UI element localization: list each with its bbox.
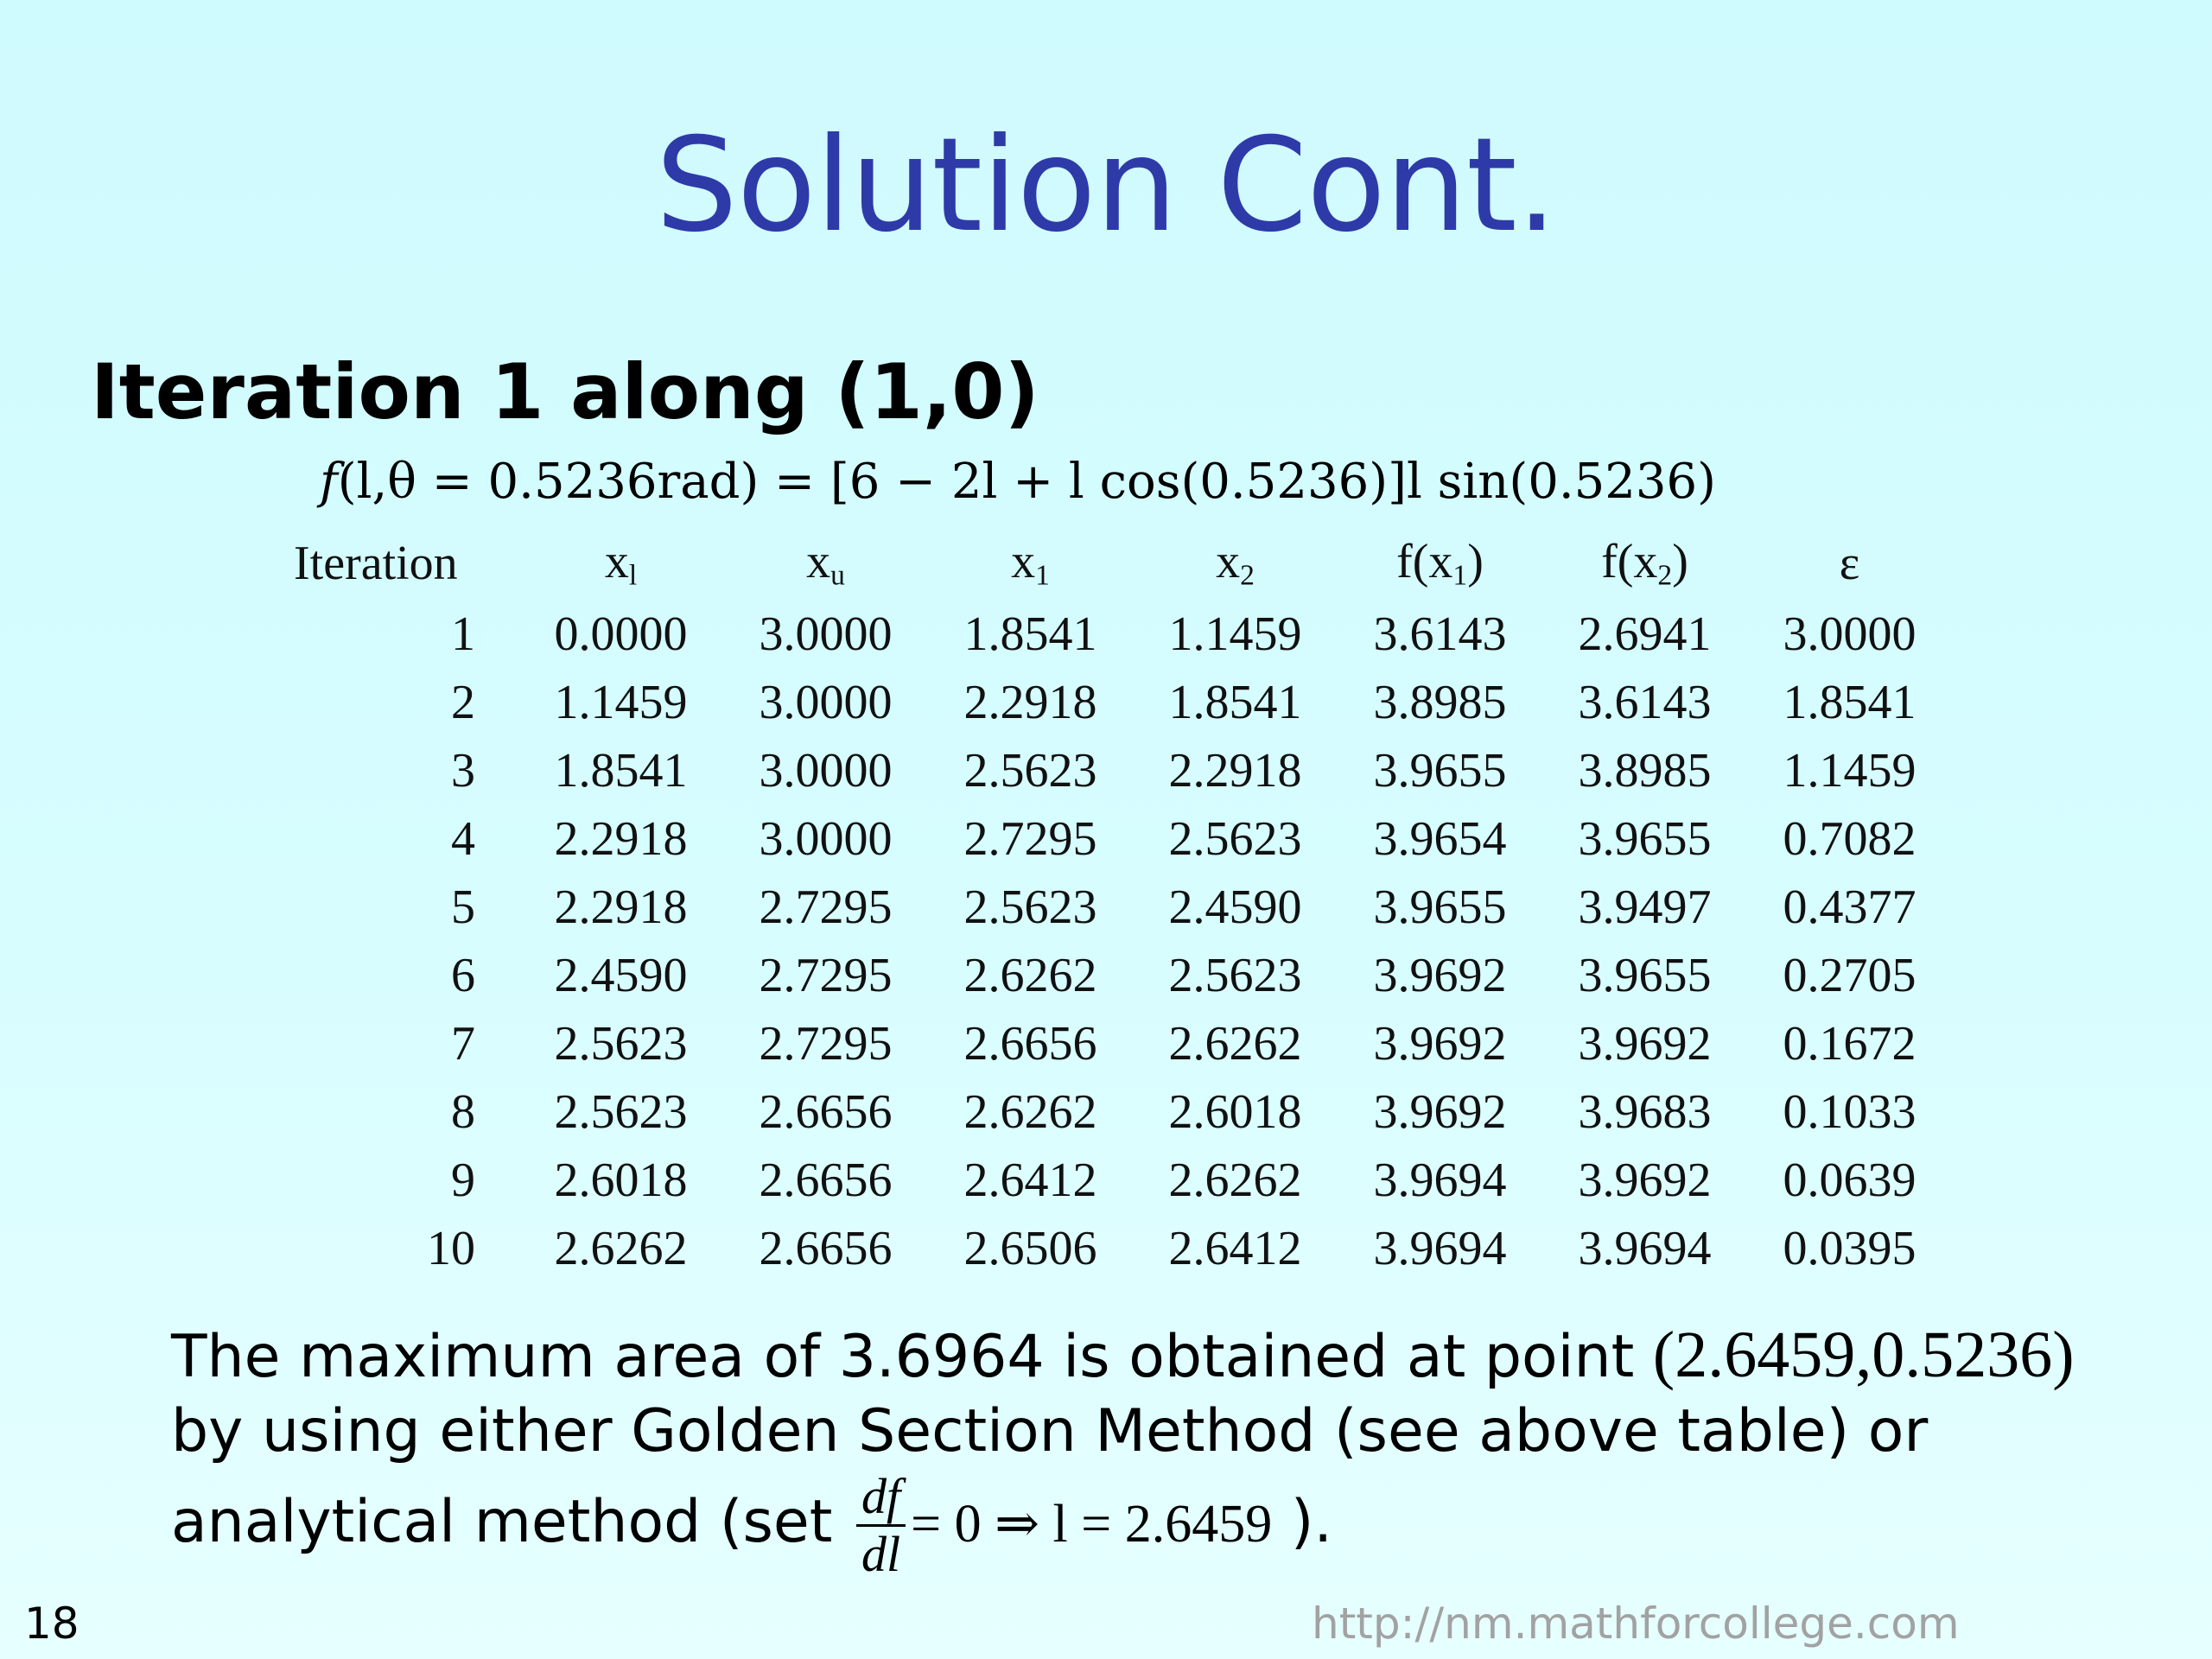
table-row	[294, 668, 1952, 736]
table-cell: 3.9692	[1373, 1084, 1507, 1139]
cell-iteration: 5	[451, 880, 475, 934]
derivative-equation: = 0 ⇒ l = 2.6459	[911, 1495, 1273, 1554]
slide-title: Solution Cont.	[655, 111, 1557, 261]
table-cell: 2.4590	[1168, 880, 1302, 934]
table-header-row	[294, 527, 1952, 600]
cell-iteration: 2	[451, 675, 475, 729]
table-cell: 2.6262	[963, 948, 1097, 1002]
table-cell: 2.6656	[759, 1084, 893, 1139]
table-cell: 2.6656	[963, 1016, 1097, 1071]
header-fx2: $f(x_2)$	[1601, 535, 1688, 592]
table-cell: 2.2918	[963, 675, 1097, 729]
table-cell: 2.6262	[963, 1084, 1097, 1139]
table-row	[294, 1009, 1952, 1077]
table-cell: 2.6412	[963, 1153, 1097, 1207]
cell-iteration: 7	[451, 1016, 475, 1071]
header-epsilon: ε	[1839, 537, 1860, 590]
iteration-heading: Iteration 1 along (1,0)	[91, 347, 1039, 436]
header-xu: $x_u$	[806, 535, 845, 592]
footer-url[interactable]: http://nm.mathforcollege.com	[1312, 1599, 1960, 1649]
table-cell: 3.9694	[1578, 1221, 1712, 1275]
table-cell: 2.7295	[759, 948, 893, 1002]
table-cell: 3.0000	[759, 743, 893, 798]
table-cell: 1.8541	[1168, 675, 1302, 729]
table-cell: 2.6262	[1168, 1153, 1302, 1207]
table-cell: 0.7082	[1783, 811, 1916, 866]
table-cell: 2.2918	[1168, 743, 1302, 798]
table-cell: 2.7295	[963, 811, 1097, 866]
cell-iteration: 10	[427, 1221, 475, 1275]
table-cell: 3.9692	[1578, 1153, 1712, 1207]
derivative-fraction: $\frac{df}{dl}$	[856, 1469, 906, 1582]
header-fx1: $f(x_1)$	[1396, 535, 1484, 592]
table-cell: 0.1033	[1783, 1084, 1916, 1139]
table-cell: 3.9694	[1373, 1221, 1507, 1275]
table-body	[294, 600, 1952, 1282]
table-cell: 3.0000	[759, 675, 893, 729]
table-cell: 2.6941	[1578, 607, 1712, 661]
table-cell: 2.4590	[554, 948, 688, 1002]
table-cell: 2.6656	[759, 1153, 893, 1207]
table-row	[294, 1214, 1952, 1282]
table-cell: 1.8541	[1783, 675, 1916, 729]
table-cell: 0.0639	[1783, 1153, 1916, 1207]
golden-section-table	[294, 527, 1952, 1282]
formula-rhs: = [6 − 2l + l cos(0.5236)]l sin(0.5236)	[774, 454, 1717, 510]
table-cell: 3.6143	[1373, 607, 1507, 661]
table-cell: 3.9655	[1578, 811, 1712, 866]
table-cell: 2.6018	[1168, 1084, 1302, 1139]
table-cell: 2.5623	[963, 743, 1097, 798]
table-cell: 3.9692	[1373, 948, 1507, 1002]
table-cell: 3.8985	[1578, 743, 1712, 798]
table-cell: 2.7295	[759, 880, 893, 934]
table-cell: 3.9694	[1373, 1153, 1507, 1207]
optimal-point: (2.6459,0.5236)	[1652, 1319, 2075, 1391]
table-cell: 2.5623	[1168, 811, 1302, 866]
table-row	[294, 1077, 1952, 1146]
table-cell: 2.2918	[554, 880, 688, 934]
table-row	[294, 873, 1952, 941]
header-xl: $x_l$	[604, 535, 638, 592]
conclusion-line-3: analytical method (set $\frac{df}{dl}$ = 0 ⇒ l = 2.6459 ).	[171, 1468, 1332, 1582]
table-row	[294, 600, 1952, 668]
table-cell: 1.8541	[554, 743, 688, 798]
table-cell: 1.8541	[963, 607, 1097, 661]
table-cell: 3.0000	[759, 607, 893, 661]
formula-function-name: f	[320, 454, 338, 510]
table-cell: 3.9654	[1373, 811, 1507, 866]
cell-iteration: 4	[451, 811, 475, 866]
table-cell: 0.0000	[554, 607, 688, 661]
table-cell: 2.6018	[554, 1153, 688, 1207]
table-row	[294, 736, 1952, 804]
table-cell: 3.9655	[1578, 948, 1712, 1002]
table-cell: 3.9655	[1373, 743, 1507, 798]
table-cell: 2.5623	[963, 880, 1097, 934]
objective-formula	[320, 454, 1717, 510]
cell-iteration: 3	[451, 743, 475, 798]
table-row	[294, 941, 1952, 1009]
table-cell: 3.6143	[1578, 675, 1712, 729]
table-cell: 2.7295	[759, 1016, 893, 1071]
table-cell: 1.1459	[1168, 607, 1302, 661]
table-cell: 2.6262	[554, 1221, 688, 1275]
table-cell: 3.0000	[1783, 607, 1916, 661]
slide-number: 18	[24, 1599, 79, 1649]
cell-iteration: 9	[451, 1153, 475, 1207]
header-x2: $x_2$	[1216, 535, 1255, 592]
table-cell: 3.0000	[759, 811, 893, 866]
cell-iteration: 1	[451, 607, 475, 661]
table-cell: 2.2918	[554, 811, 688, 866]
table-cell: 2.5623	[554, 1016, 688, 1071]
formula-arguments: (l,θ = 0.5236rad)	[337, 454, 760, 510]
table-row	[294, 1146, 1952, 1214]
table-cell: 2.5623	[1168, 948, 1302, 1002]
table-cell: 3.9655	[1373, 880, 1507, 934]
conclusion-text	[171, 1318, 2075, 1582]
table-cell: 1.1459	[1783, 743, 1916, 798]
table-cell: 3.9692	[1578, 1016, 1712, 1071]
table-cell: 2.6412	[1168, 1221, 1302, 1275]
table-cell: 3.9497	[1578, 880, 1712, 934]
header-x1: $x_1$	[1011, 535, 1050, 592]
table-cell: 0.1672	[1783, 1016, 1916, 1071]
table-cell: 2.5623	[554, 1084, 688, 1139]
table-cell: 0.4377	[1783, 880, 1916, 934]
table-cell: 3.8985	[1373, 675, 1507, 729]
table-cell: 1.1459	[554, 675, 688, 729]
conclusion-line-1: The maximum area of 3.6964 is obtained at point (2.6459,0.5236)	[171, 1319, 2075, 1391]
table-cell: 0.2705	[1783, 948, 1916, 1002]
table-cell: 2.6262	[1168, 1016, 1302, 1071]
table-row	[294, 804, 1952, 873]
table-cell: 3.9683	[1578, 1084, 1712, 1139]
table-cell: 3.9692	[1373, 1016, 1507, 1071]
table-cell: 2.6506	[963, 1221, 1097, 1275]
table-cell: 2.6656	[759, 1221, 893, 1275]
table-cell: 0.0395	[1783, 1221, 1916, 1275]
header-iteration: Iteration	[294, 537, 458, 590]
conclusion-line-2: by using either Golden Section Method (see above table) or	[171, 1397, 1929, 1465]
cell-iteration: 6	[451, 948, 475, 1002]
cell-iteration: 8	[451, 1084, 475, 1139]
